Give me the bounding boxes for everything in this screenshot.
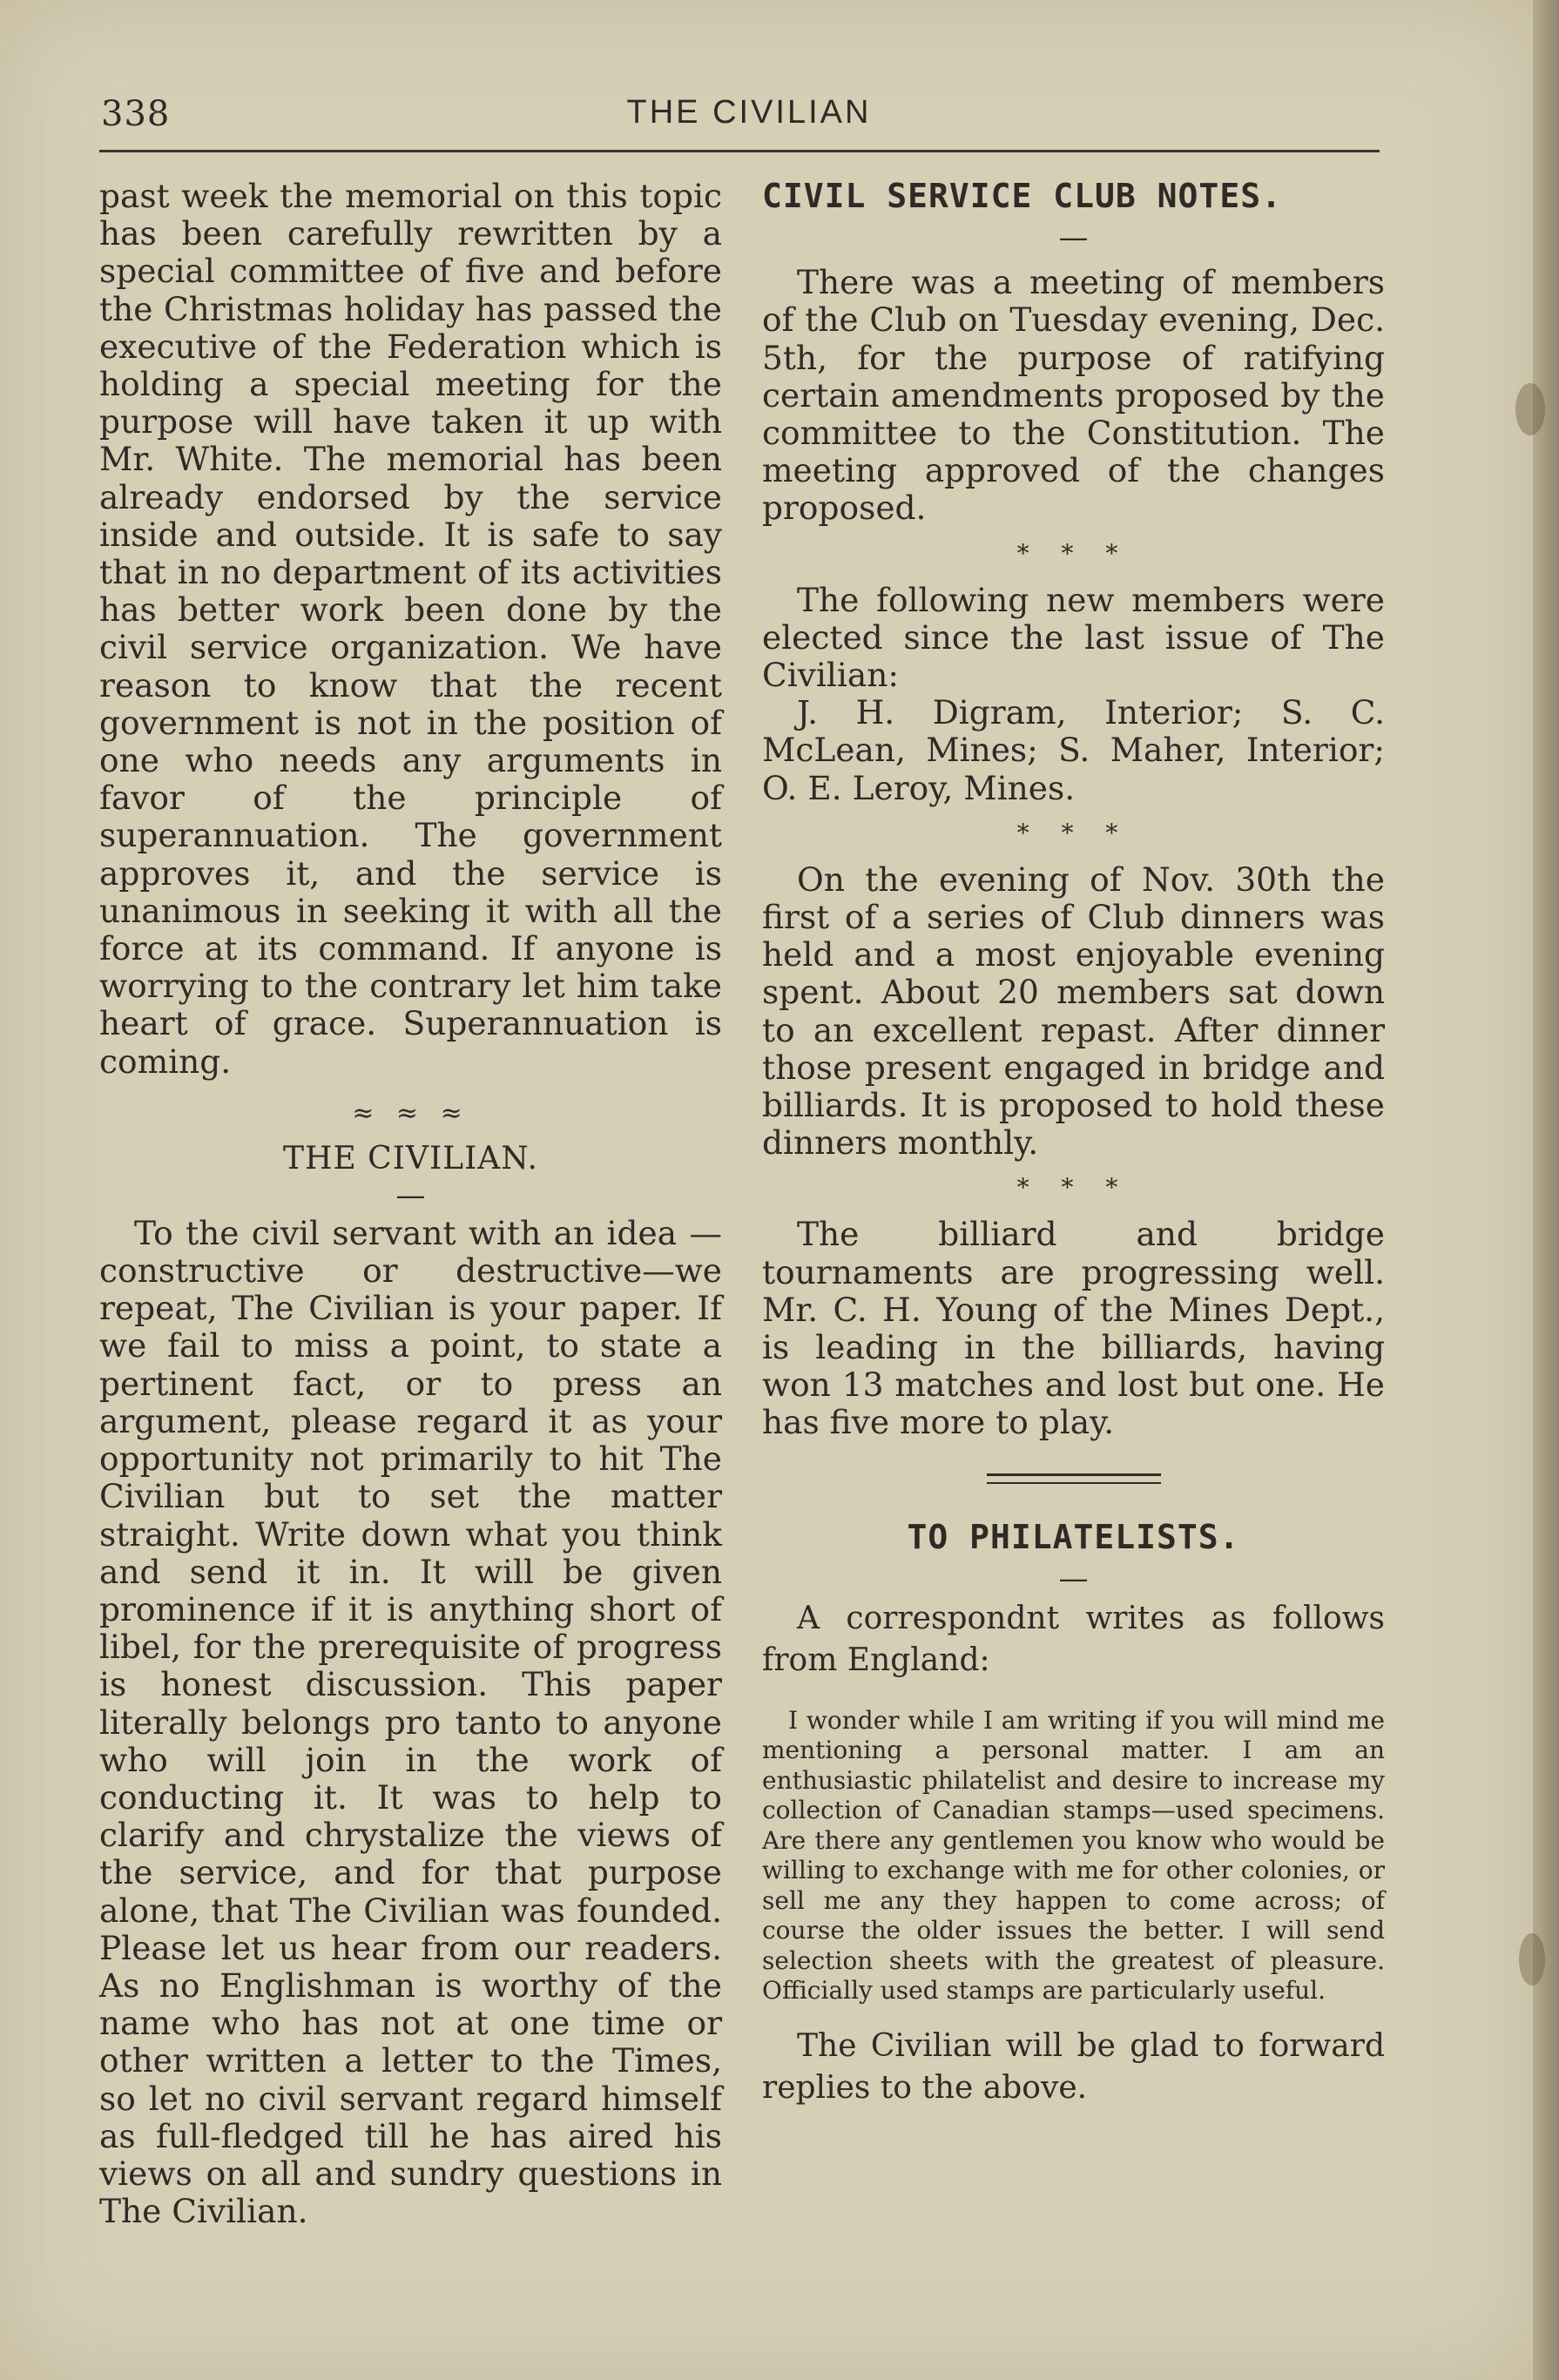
club-notes-title: CIVIL SERVICE CLUB NOTES. xyxy=(762,177,1282,215)
page-number: 338 xyxy=(101,94,171,134)
civilian-section-title: THE CIVILIAN. xyxy=(283,1140,538,1177)
page-edge xyxy=(1533,0,1559,2380)
tournament-paragraph: The billiard and bridge tournaments are progressing well. Mr. C. H. Young of the Mines Dept., is leading in the billiards, having won 13 matches and lost but one. He has five more to play. xyxy=(762,1215,1385,1442)
civilian-section-text: To the civil servant with an idea —constructive or destructive—we repeat, The Civilian is your paper. If we fail to miss a point, to state a pertinent fact, or to press an argument, please regard it as your opportunity not primarily to hit The Civilian but to set the matter straight. Write down what you think and send it in. It will be given prominence if it is anything short of libel, for the prerequisite of progress is honest discussion. This paper literally belongs pro tanto to anyone who will join in the work of conducting it. It was to help to clarify and chrystalize the views of the service, and for that purpose alone, that The Civilian was founded. Please let us hear from our readers. As no Englishman is worthy of the name who has not at one time or other written a letter to the Times, so let no civil servant regard himself as full-fledged till he has aired his views on all and sundry questions in The Civilian. xyxy=(99,1213,722,2231)
separator-stars-2: * * * xyxy=(1016,818,1130,847)
club-meeting-paragraph: There was a meeting of members of the Club on Tuesday evening, Dec. 5th, for the purpose of ratifying certain amendments proposed by the committee to the Constitution. The meeting approved of the changes proposed. xyxy=(762,263,1385,528)
paper-stain xyxy=(1515,383,1545,435)
continued-article-text: past week the memorial on this topic has been carefully rewritten by a special committee of five and before the Christmas holiday has passed the executive of the Federation which is holding a special meeting for the purpose will have taken it up with Mr. White. The memorial has been already endorsed by the service inside and outside. It is safe to say that in no department of its activities has better work been done by the civil service organization. We have reason to know that the recent government is not in the position of one who needs any arguments in favor of the principle of superannuation. The government approves it, and the service is unanimous in seeking it with all the force at its command. If anyone is worrying to the contrary let him take heart of grace. Superannuation is coming. xyxy=(99,177,722,1081)
new-members-intro: The following new members were elected since the last issue of The Civilian: xyxy=(762,580,1385,695)
club-dinner-paragraph: On the evening of Nov. 30th the first of a series of Club dinners was held and a most enjoyable evening spent. About 20 members sat down to an excellent repast. After dinner those present engaged in bridge and billiards. It is proposed to hold these dinners monthly. xyxy=(762,860,1385,1163)
running-head: THE CIVILIAN xyxy=(626,94,872,131)
civilian-section-dash: — xyxy=(395,1177,426,1213)
philatelists-closing: The Civilian will be glad to forward replies to the above. xyxy=(762,2027,1385,2106)
section-double-rule xyxy=(987,1473,1161,1484)
philatelists-letter: I wonder while I am writing if you will mind me mentioning a personal matter. I am an enthusiastic philatelist and desire to increase my collection of Canadian stamps—used specimens. Are there any gentlemen you know who would be willing to exchange with me for other colonies, or sell me any they happen to come across; of course the older issues the better. I will send selection sheets with the greatest of pleasure. Officially used stamps are particularly useful. xyxy=(762,1705,1385,2006)
new-members-list: J. H. Digram, Interior; S. C. McLean, Mines; S. Maher, Interior; O. E. Leroy, Mines. xyxy=(762,693,1385,807)
right-column xyxy=(762,178,1385,2109)
left-column xyxy=(99,178,722,2230)
separator-stars-1: * * * xyxy=(1016,538,1130,568)
philatelists-title: TO PHILATELISTS. xyxy=(907,1517,1240,1556)
philatelists-dash: — xyxy=(1058,1561,1089,1596)
header-rule xyxy=(99,150,1380,152)
club-notes-dash: — xyxy=(1058,220,1089,256)
paper-stain xyxy=(1519,1933,1545,1986)
philatelists-intro: A correspondnt writes as follows from England: xyxy=(762,1600,1385,1678)
separator-stars-3: * * * xyxy=(1016,1173,1130,1203)
section-ornament: ≈ ≈ ≈ xyxy=(352,1097,469,1129)
